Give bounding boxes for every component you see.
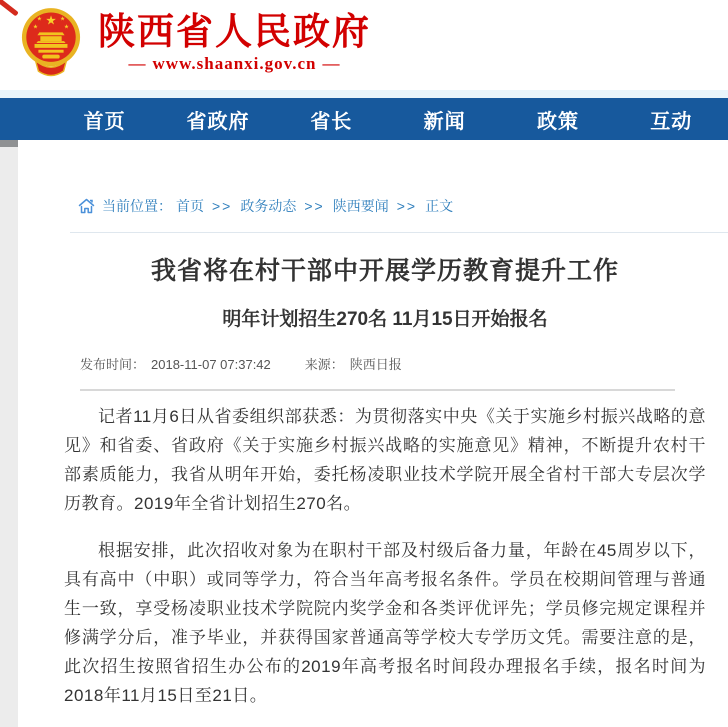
svg-text:★: ★: [36, 16, 42, 23]
source-value: 陕西日报: [349, 357, 402, 372]
content-area: [0, 140, 728, 727]
breadcrumb-link-shaanxi-news[interactable]: 陕西要闻: [332, 198, 389, 214]
nav-item-news[interactable]: 新闻: [423, 110, 466, 133]
breadcrumb-divider: [70, 232, 728, 233]
main-nav: [0, 98, 728, 140]
article-container: [18, 140, 728, 727]
nav-item-interaction[interactable]: 互动: [650, 110, 693, 133]
breadcrumb-link-government-affairs[interactable]: 政务动态: [240, 198, 297, 214]
site-title: 陕西省人民政府: [98, 11, 371, 52]
breadcrumb-separator: >>: [396, 198, 418, 214]
svg-text:★: ★: [45, 13, 57, 28]
meta-divider: [80, 389, 675, 391]
breadcrumb: [78, 196, 706, 216]
header-divider-strip: [0, 90, 728, 98]
url-dash-right: —: [322, 54, 341, 73]
home-icon: [78, 198, 95, 214]
nav-item-policy[interactable]: 政策: [536, 110, 579, 133]
site-header: [0, 0, 728, 90]
breadcrumb-link-home[interactable]: 首页: [176, 198, 204, 214]
url-dash-left: —: [128, 54, 147, 73]
svg-text:★: ★: [63, 24, 70, 31]
breadcrumb-current-page: 正文: [425, 198, 454, 214]
svg-text:★: ★: [32, 24, 39, 31]
article-paragraph: 记者11月6日从省委组织部获悉：为贯彻落实中央《关于实施乡村振兴战略的意见》和省委、省政府《关于实施乡村振兴战略的实施意见》精神，不断提升农村干部素质能力，我省从明年开始，委托杨凌职业技术学院开展全省村干部大专层次学历教育。2019年全省计划招生270名。: [64, 407, 706, 513]
publish-time-label: 发布时间：: [80, 357, 146, 372]
article-paragraph: 根据安排，此次招收对象为在职村干部及村级后备力量，年龄在45周岁以下，具有高中（中职）或同等学力，符合当年高考报名条件。学员在校期间管理与普通生一致，享受杨凌职业技术学院院内奖学金和各类评优评先；学员修完规定课程并修满学分后，准予毕业，并获得国家普通高等学校大专学历文凭。需要注意的是，此次招生按照省招生办公布的2019年高考报名时间段办理报名手续，报名时间为2018年11月15日至21日。: [64, 541, 706, 705]
corner-decoration: [0, 0, 19, 16]
nav-item-provincial-government[interactable]: 省政府: [186, 110, 250, 133]
breadcrumb-separator: >>: [212, 198, 233, 214]
svg-text:★: ★: [60, 16, 66, 23]
nav-shadow: [0, 140, 18, 147]
brand-text: [98, 6, 371, 74]
article-body: [64, 402, 706, 710]
nav-item-home[interactable]: 首页: [83, 110, 126, 133]
national-emblem-icon: [20, 6, 82, 80]
site-logo[interactable]: [20, 6, 371, 80]
article-subtitle: 明年计划招生270名 11月15日开始报名: [222, 309, 548, 330]
breadcrumb-label: 当前位置：: [102, 198, 172, 214]
site-url: [98, 54, 371, 74]
left-gutter: [0, 140, 18, 727]
source-label: 来源：: [304, 357, 344, 372]
article-title: 我省将在村干部中开展学历教育提升工作: [150, 257, 619, 285]
publish-time-value: 2018-11-07 07:37:42: [151, 357, 271, 372]
breadcrumb-separator: >>: [304, 198, 325, 214]
article-meta: [80, 354, 706, 373]
site-url-text: www.shaanxi.gov.cn: [152, 54, 317, 73]
nav-item-governor[interactable]: 省长: [310, 110, 353, 133]
